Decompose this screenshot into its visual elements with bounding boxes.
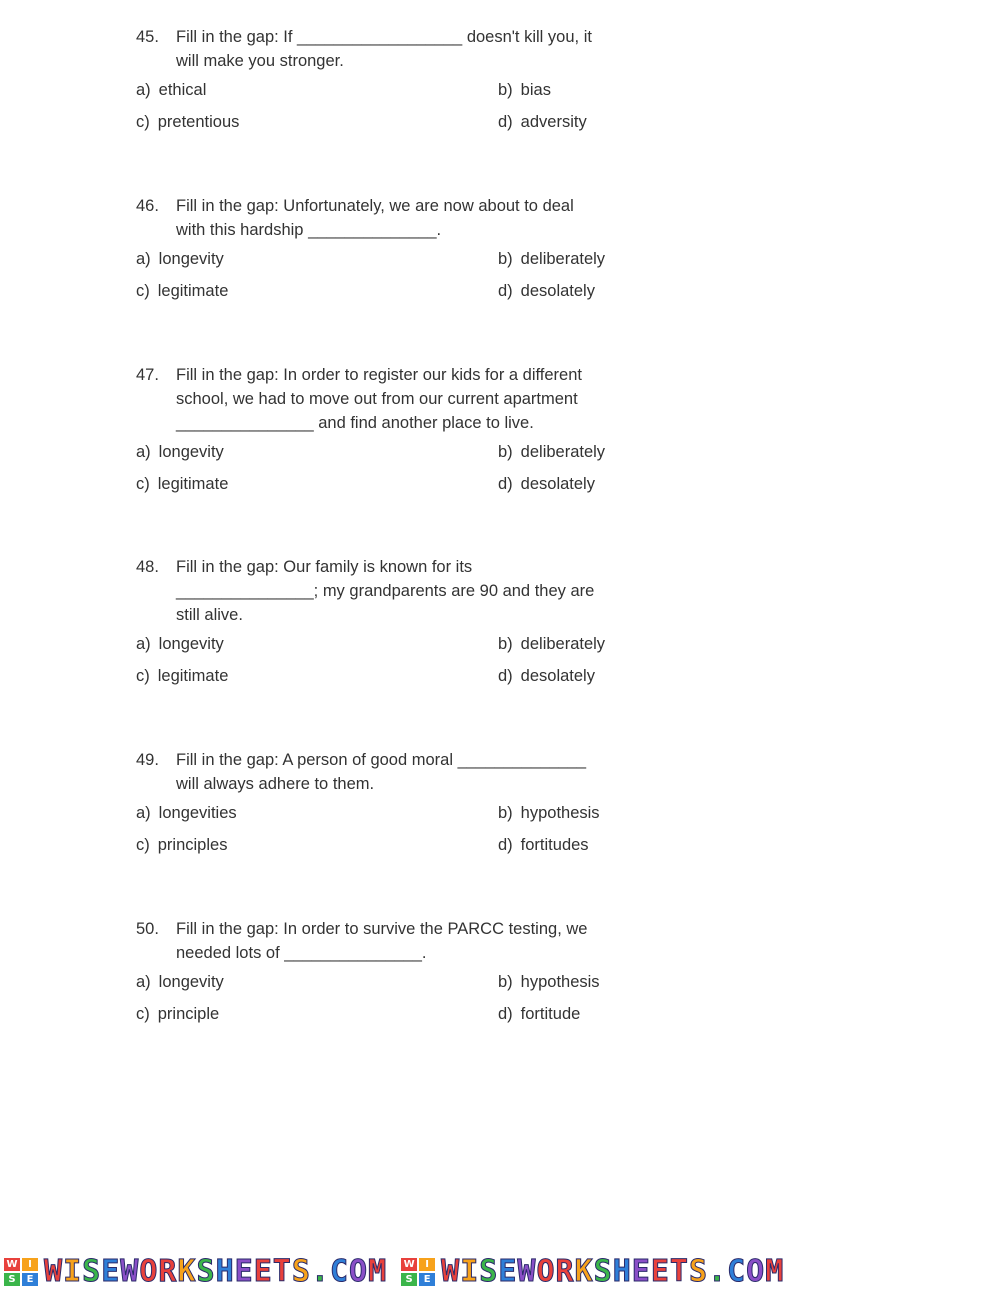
- watermark-letter: E: [234, 1254, 254, 1289]
- answer-options: [136, 81, 656, 145]
- logo-tile: W: [4, 1258, 20, 1271]
- question-45: [136, 25, 656, 145]
- option-text: longevities: [158, 804, 237, 822]
- question-number: 47.: [136, 366, 159, 384]
- logo-tile: W: [401, 1258, 417, 1271]
- answer-options: [136, 250, 656, 314]
- question-stem: Fill in the gap: In order to survive the PARCC testing, we needed lots of _______________.: [176, 920, 588, 962]
- watermark-letter: O: [349, 1254, 369, 1289]
- option-d[interactable]: [498, 282, 595, 301]
- option-letter: b): [498, 250, 513, 268]
- option-text: legitimate: [157, 475, 229, 493]
- watermark-letter: M: [368, 1254, 388, 1289]
- logo-tile: E: [419, 1273, 435, 1286]
- option-letter: d): [498, 113, 513, 131]
- watermark-letter: S: [196, 1254, 216, 1289]
- watermark-letter: C: [329, 1254, 349, 1289]
- watermark-letter: S: [82, 1254, 102, 1289]
- watermark-letter: S: [291, 1254, 311, 1289]
- option-letter: d): [498, 475, 513, 493]
- answer-options: [136, 635, 656, 699]
- logo-icon: [4, 1258, 38, 1286]
- option-text: longevity: [158, 250, 224, 268]
- option-letter: c): [136, 1005, 150, 1023]
- question-stem: Fill in the gap: In order to register our kids for a different school, we had to move out from our current apartment _______________ and find another place to live.: [176, 366, 582, 432]
- option-letter: d): [498, 836, 513, 854]
- option-letter: d): [498, 1005, 513, 1023]
- option-c[interactable]: [136, 1005, 219, 1024]
- option-text: hypothesis: [520, 804, 600, 822]
- option-c[interactable]: [136, 667, 228, 686]
- watermark-letter: S: [593, 1254, 613, 1289]
- option-letter: a): [136, 81, 151, 99]
- watermark-letter: S: [688, 1254, 708, 1289]
- watermark-letter: I: [460, 1254, 480, 1289]
- question-number: 46.: [136, 197, 159, 215]
- option-text: deliberately: [520, 443, 606, 461]
- option-b[interactable]: [498, 443, 605, 462]
- question-stem: Fill in the gap: A person of good moral ______________ will always adhere to them.: [176, 751, 587, 793]
- option-letter: b): [498, 81, 513, 99]
- watermark-letter: S: [479, 1254, 499, 1289]
- option-text: hypothesis: [520, 973, 600, 991]
- option-letter: b): [498, 804, 513, 822]
- option-text: deliberately: [520, 635, 606, 653]
- option-a[interactable]: [136, 973, 224, 992]
- watermark-letter: T: [669, 1254, 689, 1289]
- option-letter: c): [136, 836, 150, 854]
- option-text: fortitude: [520, 1005, 581, 1023]
- logo-tile: S: [4, 1273, 20, 1286]
- question-number: 48.: [136, 558, 159, 576]
- option-text: longevity: [158, 443, 224, 461]
- option-letter: a): [136, 973, 151, 991]
- question-49: [136, 748, 656, 868]
- option-text: longevity: [158, 973, 224, 991]
- option-b[interactable]: [498, 250, 605, 269]
- option-b[interactable]: [498, 81, 551, 100]
- option-a[interactable]: [136, 443, 224, 462]
- watermark-letter: I: [63, 1254, 83, 1289]
- question-number: 50.: [136, 920, 159, 938]
- watermark-letter: O: [536, 1254, 556, 1289]
- option-text: adversity: [520, 113, 587, 131]
- option-d[interactable]: [498, 667, 595, 686]
- option-a[interactable]: [136, 804, 237, 823]
- question-stem: Fill in the gap: Our family is known for its _______________; my grandparents are 90 and they are still alive.: [176, 558, 595, 624]
- option-c[interactable]: [136, 282, 228, 301]
- watermark-letter: K: [177, 1254, 197, 1289]
- watermark-letter: H: [612, 1254, 632, 1289]
- watermark-letter: W: [44, 1254, 64, 1289]
- option-text: desolately: [520, 667, 595, 685]
- logo-tile: E: [22, 1273, 38, 1286]
- logo: [401, 1254, 784, 1289]
- question-number: 49.: [136, 751, 159, 769]
- watermark-letter: E: [650, 1254, 670, 1289]
- option-letter: c): [136, 667, 150, 685]
- question-47: [136, 363, 656, 507]
- option-text: legitimate: [157, 667, 229, 685]
- option-text: principle: [157, 1005, 220, 1023]
- option-d[interactable]: [498, 1005, 580, 1024]
- option-letter: c): [136, 282, 150, 300]
- option-a[interactable]: [136, 635, 224, 654]
- option-text: desolately: [520, 282, 595, 300]
- watermark-letter: E: [253, 1254, 273, 1289]
- option-a[interactable]: [136, 81, 206, 100]
- question-50: [136, 917, 656, 1037]
- watermark-letter: O: [139, 1254, 159, 1289]
- question-46: [136, 194, 656, 314]
- option-text: fortitudes: [520, 836, 589, 854]
- option-text: ethical: [158, 81, 207, 99]
- option-letter: a): [136, 804, 151, 822]
- option-letter: d): [498, 667, 513, 685]
- option-text: principles: [157, 836, 228, 854]
- option-d[interactable]: [498, 836, 589, 855]
- option-b[interactable]: [498, 973, 600, 992]
- question-stem: Fill in the gap: Unfortunately, we are now about to deal with this hardship ______________.: [176, 197, 574, 239]
- option-text: longevity: [158, 635, 224, 653]
- option-letter: a): [136, 250, 151, 268]
- option-c[interactable]: [136, 836, 227, 855]
- watermark-letter: H: [215, 1254, 235, 1289]
- watermark-letter: R: [555, 1254, 575, 1289]
- option-d[interactable]: [498, 475, 595, 494]
- option-c[interactable]: [136, 113, 239, 132]
- answer-options: [136, 973, 656, 1037]
- watermark-letter: C: [727, 1254, 747, 1289]
- watermark-letter: W: [517, 1254, 537, 1289]
- watermark-letter: E: [498, 1254, 518, 1289]
- logo-tile: I: [419, 1258, 435, 1271]
- option-c[interactable]: [136, 475, 228, 494]
- watermark-letter: T: [272, 1254, 292, 1289]
- logo-tile: S: [401, 1273, 417, 1286]
- question-48: [136, 555, 656, 699]
- option-text: desolately: [520, 475, 595, 493]
- option-b[interactable]: [498, 804, 600, 823]
- question-stem: Fill in the gap: If __________________ doesn't kill you, it will make you stronger.: [176, 28, 592, 70]
- watermark-letter: W: [120, 1254, 140, 1289]
- option-b[interactable]: [498, 635, 605, 654]
- answer-options: [136, 443, 656, 507]
- watermark-letter: O: [746, 1254, 766, 1289]
- option-letter: a): [136, 443, 151, 461]
- option-letter: b): [498, 443, 513, 461]
- option-letter: a): [136, 635, 151, 653]
- watermark-letter: .: [310, 1254, 330, 1289]
- option-letter: b): [498, 635, 513, 653]
- option-letter: b): [498, 973, 513, 991]
- logo: [4, 1254, 387, 1289]
- answer-options: [136, 804, 656, 868]
- watermark-letter: .: [708, 1254, 728, 1289]
- watermark-letter: R: [158, 1254, 178, 1289]
- logo-tile: I: [22, 1258, 38, 1271]
- logo-icon: [401, 1258, 435, 1286]
- option-text: pretentious: [157, 113, 240, 131]
- option-a[interactable]: [136, 250, 224, 269]
- watermark-letter: W: [441, 1254, 461, 1289]
- option-text: bias: [520, 81, 551, 99]
- watermark-text: [441, 1254, 784, 1289]
- watermark-letter: M: [765, 1254, 785, 1289]
- watermark-letter: E: [631, 1254, 651, 1289]
- option-text: deliberately: [520, 250, 606, 268]
- question-number: 45.: [136, 28, 159, 46]
- watermark-letter: E: [101, 1254, 121, 1289]
- watermark-footer: [0, 1252, 1000, 1291]
- option-letter: d): [498, 282, 513, 300]
- option-letter: c): [136, 113, 150, 131]
- option-letter: c): [136, 475, 150, 493]
- watermark-letter: K: [574, 1254, 594, 1289]
- option-d[interactable]: [498, 113, 587, 132]
- watermark-text: [44, 1254, 387, 1289]
- option-text: legitimate: [157, 282, 229, 300]
